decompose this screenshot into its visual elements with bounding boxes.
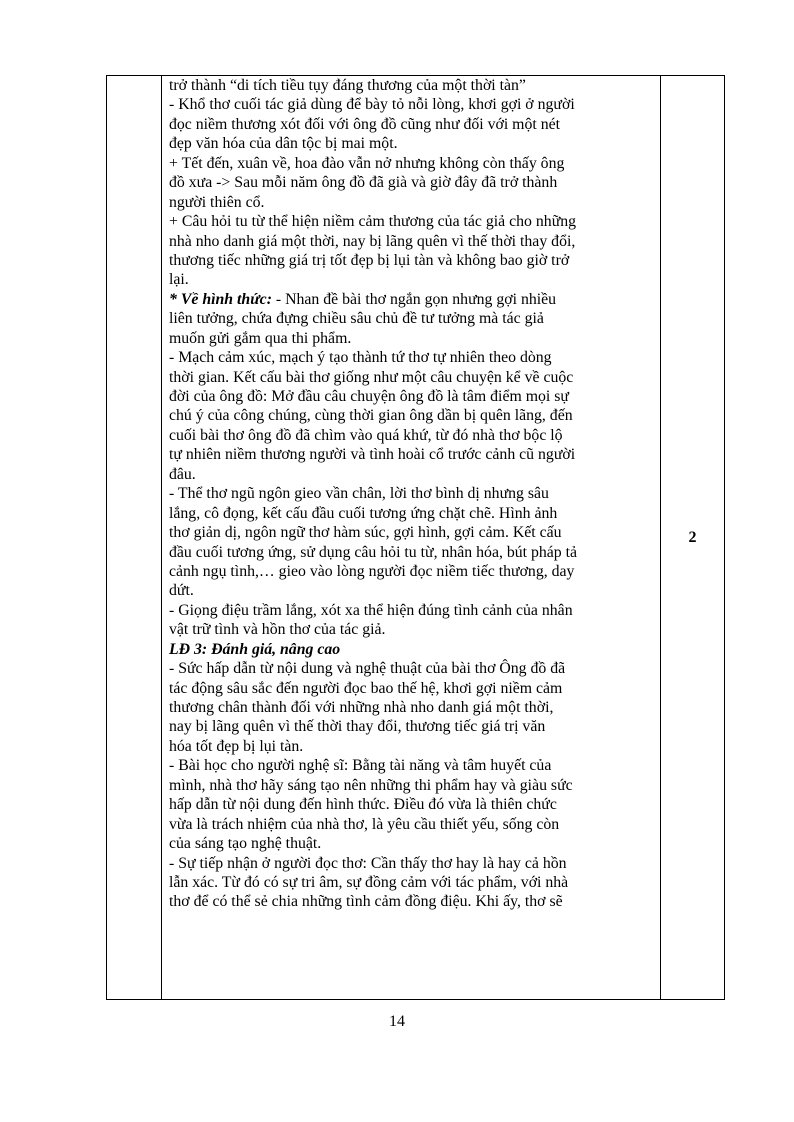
text-line: vừa là trách nhiệm của nhà thơ, là yêu cầu thiết yếu, sống còn bbox=[169, 815, 560, 833]
text-line: - Khổ thơ cuối tác giả dùng để bày tỏ nỗi lòng, khơi gợi ở người bbox=[169, 96, 575, 114]
form-heading: * Về hình thức: bbox=[169, 290, 272, 308]
text-line: liên tưởng, chứa đựng chiều sâu chủ đề tư tưởng mà tác giả bbox=[169, 310, 544, 328]
text-line: - Mạch cảm xúc, mạch ý tạo thành tứ thơ tự nhiên theo dòng bbox=[169, 349, 552, 367]
answer-table bbox=[106, 75, 725, 1000]
score-cell bbox=[661, 76, 725, 1000]
table-row bbox=[107, 76, 725, 1000]
text-line: cuối bài thơ ông đồ đã chìm vào quá khứ, từ đó nhà thơ bộc lộ bbox=[169, 426, 563, 444]
text-line: người thiên cổ. bbox=[169, 193, 265, 211]
text-line: thơ để có thể sẻ chia những tình cảm đồng điệu. Khi ấy, thơ sẽ bbox=[169, 893, 563, 911]
text-line: tự nhiên niềm thương người và tình hoài cổ trước cảnh cũ người bbox=[169, 446, 576, 464]
text-line: trở thành “di tích tiều tụy đáng thương của một thời tàn” bbox=[169, 77, 526, 94]
text-line: đồ xưa -> Sau mỗi năm ông đồ đã già và giờ đây đã trở thành bbox=[169, 174, 558, 192]
text-line: đẹp văn hóa của dân tộc bị mai một. bbox=[169, 135, 398, 153]
text-line: nay bị lãng quên vì thế thời thay đổi, thương tiếc giá trị văn bbox=[169, 718, 546, 736]
text-line: - Sự tiếp nhận ở người đọc thơ: Cần thấy thơ hay là hay cả hồn bbox=[169, 854, 567, 872]
form-heading-rest: - Nhan đề bài thơ ngắn gọn nhưng gợi nhiều bbox=[271, 290, 557, 308]
text-line: hấp dẫn từ nội dung đến hình thức. Điều đó vừa là thiên chức bbox=[169, 796, 557, 814]
form-heading-line bbox=[169, 290, 654, 309]
text-line: thơ giản dị, ngôn ngữ thơ hàm súc, gợi hình, gợi cảm. Kết cấu bbox=[169, 524, 562, 542]
text-line: + Câu hỏi tu từ thể hiện niềm cảm thương của tác giả cho những bbox=[169, 213, 577, 231]
text-line: - Bài học cho người nghệ sĩ: Bằng tài năng và tâm huyết của bbox=[169, 757, 552, 775]
text-line: thời gian. Kết cấu bài thơ giống như một câu chuyện kể về cuộc bbox=[169, 368, 574, 386]
text-line: tác động sâu sắc đến người đọc bao thế hệ, khơi gợi niềm cảm bbox=[169, 679, 563, 697]
empty-cell bbox=[107, 76, 162, 1000]
text-line: mình, nhà thơ hãy sáng tạo nên những thi phẩm hay và giàu sức bbox=[169, 776, 573, 794]
text-line: đầu cuối tương ứng, sử dụng câu hỏi tu từ, nhân hóa, bút pháp tả bbox=[169, 543, 578, 561]
text-line: nhà nho danh giá một thời, nay bị lãng quên vì thế thời thay đổi, bbox=[169, 232, 576, 250]
text-line: thương chân thành đối với những nhà nho danh giá một thời, bbox=[169, 699, 554, 716]
text-line: + Tết đến, xuân về, hoa đào vẫn nở nhưng không còn thấy ông bbox=[169, 154, 565, 172]
section-heading: LĐ 3: Đánh giá, nâng cao bbox=[169, 640, 341, 658]
score-value: 2 bbox=[688, 528, 697, 546]
text-line: của sáng tạo nghệ thuật. bbox=[169, 835, 322, 853]
text-line: thương tiếc những giá trị tốt đẹp bị lụi tàn và không bao giờ trở bbox=[169, 251, 570, 269]
page-number: 14 bbox=[389, 1013, 405, 1030]
content-cell bbox=[162, 76, 661, 1000]
text-line: muốn gửi gắm qua thi phẩm. bbox=[169, 329, 352, 347]
text-line: vật trữ tình và hồn thơ của tác giả. bbox=[169, 621, 386, 639]
text-line: cảnh ngụ tình,… gieo vào lòng người đọc niềm tiếc thương, day bbox=[169, 562, 575, 580]
text-line: dứt. bbox=[169, 582, 194, 600]
text-line: đọc niềm thương xót đối với ông đồ cũng như đối với một nét bbox=[169, 115, 561, 133]
text-line: - Giọng điệu trầm lắng, xót xa thể hiện đúng tình cảnh của nhân bbox=[169, 601, 573, 619]
text-line: đâu. bbox=[169, 465, 196, 483]
text-line: - Thể thơ ngũ ngôn gieo vần chân, lời thơ bình dị nhưng sâu bbox=[169, 485, 549, 503]
text-line: lẫn xác. Từ đó có sự tri âm, sự đồng cảm với tác phẩm, với nhà bbox=[169, 873, 569, 891]
text-line: chú ý của công chúng, cùng thời gian ông dần bị quên lãng, đến bbox=[169, 407, 573, 425]
text-line: hóa tốt đẹp bị lụi tàn. bbox=[169, 737, 304, 755]
text-line: đời của ông đồ: Mở đầu câu chuyện ông đồ là tâm điểm mọi sự bbox=[169, 388, 569, 405]
text-line: lắng, cô đọng, kết cấu đầu cuối tương ứng chặt chẽ. Hình ảnh bbox=[169, 504, 558, 522]
text-line: lại. bbox=[169, 271, 189, 289]
text-line: - Sức hấp dẫn từ nội dung và nghệ thuật của bài thơ Ông đồ đã bbox=[169, 660, 566, 678]
